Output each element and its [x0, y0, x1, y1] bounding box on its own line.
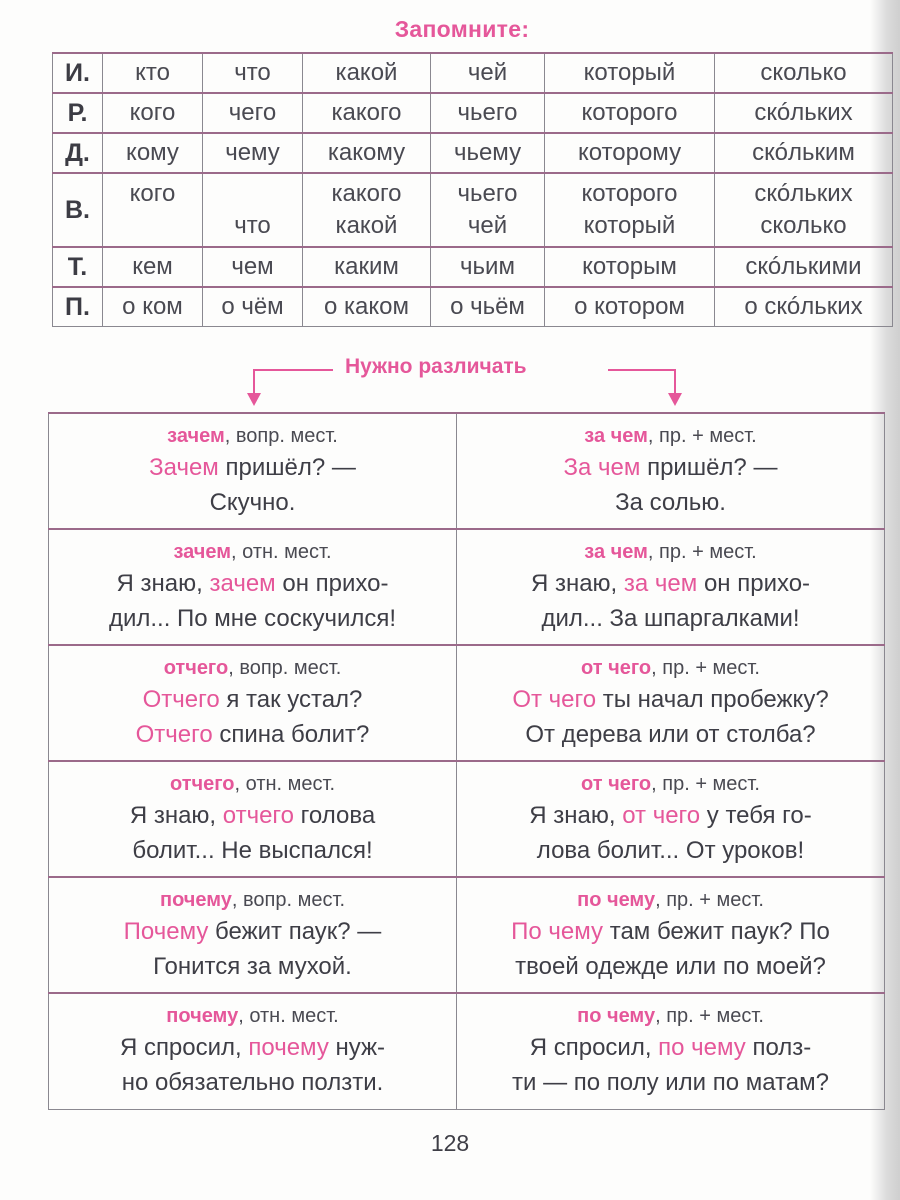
case-cell-bottom: чей — [467, 212, 508, 239]
example-text: там бежит паук? По — [603, 917, 830, 945]
example-text: бежит паук? — — [208, 917, 382, 945]
pair-cell-right — [457, 529, 885, 645]
grammar-note: , пр. + мест. — [647, 540, 757, 563]
grammar-note: , вопр. мест. — [224, 424, 338, 447]
title-text: Запомните: — [394, 16, 530, 42]
pair-header — [57, 886, 448, 914]
example-text: Я спросил, — [119, 1033, 249, 1061]
cases-table — [52, 52, 893, 327]
example-text: Я знаю, — [116, 569, 210, 597]
example-line — [465, 717, 876, 752]
example-text: Скучно. — [209, 488, 296, 516]
grammar-note: , отн. мест. — [234, 772, 336, 795]
page-title — [0, 16, 900, 43]
example-line — [465, 833, 876, 868]
pair-header — [465, 770, 876, 798]
case-cell-bottom: что — [234, 212, 271, 239]
case-row — [53, 287, 893, 327]
case-cell: скóльким — [715, 133, 893, 173]
keyword: за чем — [584, 540, 648, 563]
example-text: он прихо- — [697, 569, 811, 597]
example-text: у тебя го- — [700, 801, 812, 829]
keyword: за чем — [584, 424, 648, 447]
grammar-note: , пр. + мест. — [651, 656, 760, 679]
pair-cell-right — [457, 877, 885, 993]
highlighted-word: Отчего — [142, 685, 220, 713]
example-line — [465, 798, 876, 833]
example-line — [465, 682, 876, 717]
example-line — [57, 949, 448, 984]
case-cell-top — [203, 178, 302, 210]
pair-cell-right — [457, 645, 885, 761]
case-cell: кому — [103, 133, 203, 173]
example-text: он прихо- — [275, 569, 389, 597]
distinguish-header — [0, 355, 900, 405]
case-cell: кто — [103, 53, 203, 93]
grammar-note: , пр. + мест. — [651, 772, 760, 795]
arrow-left-line — [253, 369, 333, 371]
case-cell: каким — [303, 247, 431, 287]
keyword: почему — [166, 1004, 239, 1027]
case-cell: о чьём — [431, 287, 545, 327]
example-line — [57, 717, 448, 752]
example-text: болит... Не выспался! — [132, 836, 373, 864]
pair-cell-right — [457, 993, 885, 1109]
example-line — [465, 1065, 876, 1100]
pair-row — [49, 645, 885, 761]
example-text: но обязательно ползти. — [121, 1068, 384, 1096]
pair-row — [49, 761, 885, 877]
example-line — [465, 601, 876, 636]
case-cell: какой — [303, 53, 431, 93]
case-cell: о чём — [203, 287, 303, 327]
case-cell-top: скóльких — [754, 180, 853, 207]
case-cell: кем — [103, 247, 203, 287]
case-cell-top: чьего — [457, 180, 518, 207]
example-text: твоей одежде или по моей? — [515, 952, 826, 980]
example-line — [57, 485, 448, 520]
example-text: пришёл? — — [640, 453, 778, 481]
case-cell: о ком — [103, 287, 203, 327]
example-line — [465, 485, 876, 520]
case-cell-top: какого — [331, 180, 402, 207]
grammar-note: , пр. + мест. — [655, 1004, 764, 1027]
pair-cell-left — [49, 413, 457, 529]
case-cell: о каком — [303, 287, 431, 327]
example-line — [465, 450, 876, 485]
case-row — [53, 133, 893, 173]
keyword: по чему — [577, 888, 656, 911]
pair-header — [465, 654, 876, 682]
case-cell — [303, 173, 431, 247]
case-cell: о скóльких — [715, 287, 893, 327]
keyword: зачем — [167, 424, 225, 447]
pair-cell-right — [457, 413, 885, 529]
example-text: Я знаю, — [530, 569, 624, 597]
grammar-note: , отн. мест. — [231, 540, 332, 563]
highlighted-word: по чему — [658, 1033, 746, 1061]
example-text: Я знаю, — [129, 801, 223, 829]
case-cell — [103, 173, 203, 247]
case-cell: что — [203, 53, 303, 93]
pair-header — [465, 1002, 876, 1030]
case-cell-top: которого — [581, 180, 678, 207]
highlighted-word: За чем — [563, 453, 641, 481]
case-cell: который — [545, 53, 715, 93]
highlighted-word: Почему — [123, 917, 209, 945]
example-text: пришёл? — — [218, 453, 356, 481]
pair-row — [49, 993, 885, 1109]
grammar-note: , отн. мест. — [238, 1004, 339, 1027]
case-cell — [715, 173, 893, 247]
case-label: Д. — [53, 133, 103, 173]
keyword: почему — [159, 888, 232, 911]
example-text: спина болит? — [212, 720, 370, 748]
example-line — [57, 798, 448, 833]
case-cell-bottom: какой — [335, 212, 398, 239]
example-text: От дерева или от столба? — [525, 720, 816, 748]
case-cell: чем — [203, 247, 303, 287]
case-cell: чего — [203, 93, 303, 133]
case-cell: сколько — [715, 53, 893, 93]
case-row — [53, 247, 893, 287]
case-label: Р. — [53, 93, 103, 133]
pair-cell-left — [49, 529, 457, 645]
case-cell — [431, 173, 545, 247]
case-cell: скóлькими — [715, 247, 893, 287]
case-row — [53, 93, 893, 133]
case-cell — [203, 173, 303, 247]
example-line — [57, 566, 448, 601]
pair-header — [465, 886, 876, 914]
case-cell: о котором — [545, 287, 715, 327]
page-number: 128 — [430, 1130, 470, 1156]
keyword: отчего — [163, 656, 229, 679]
example-text: нуж- — [328, 1033, 386, 1061]
pair-row — [49, 529, 885, 645]
case-label: В. — [53, 173, 103, 247]
highlighted-word: за чем — [623, 569, 698, 597]
example-text: полз- — [745, 1033, 812, 1061]
example-line — [57, 914, 448, 949]
case-cell-bottom: сколько — [760, 212, 847, 239]
example-line — [57, 450, 448, 485]
case-cell: чьего — [431, 93, 545, 133]
case-cell: чьим — [431, 247, 545, 287]
case-label: Т. — [53, 247, 103, 287]
pair-cell-left — [49, 877, 457, 993]
example-line — [57, 601, 448, 636]
arrow-down-left-icon — [247, 393, 261, 407]
highlighted-word: от чего — [622, 801, 701, 829]
grammar-note: , пр. + мест. — [655, 888, 764, 911]
case-row — [53, 53, 893, 93]
case-label: П. — [53, 287, 103, 327]
pair-cell-right — [457, 761, 885, 877]
case-cell — [545, 173, 715, 247]
keyword: отчего — [169, 772, 235, 795]
example-text: Я знаю, — [529, 801, 623, 829]
case-cell: которым — [545, 247, 715, 287]
keyword: по чему — [577, 1004, 656, 1027]
pair-header — [57, 422, 448, 450]
example-line — [465, 949, 876, 984]
highlighted-word: почему — [248, 1033, 329, 1061]
keyword: от чего — [581, 656, 652, 679]
grammar-note: , вопр. мест. — [228, 656, 342, 679]
example-text: Гонится за мухой. — [153, 952, 352, 980]
distinguish-label: Нужно различать — [345, 355, 527, 378]
example-line — [57, 682, 448, 717]
distinguish-table — [48, 412, 885, 1110]
keyword: от чего — [581, 772, 652, 795]
case-cell: кого — [103, 93, 203, 133]
pair-cell-left — [49, 761, 457, 877]
case-cell: чей — [431, 53, 545, 93]
example-text: лова болит... От уроков! — [536, 836, 805, 864]
highlighted-word: отчего — [222, 801, 295, 829]
case-cell: какому — [303, 133, 431, 173]
pair-header — [465, 422, 876, 450]
case-cell: чему — [203, 133, 303, 173]
example-line — [465, 566, 876, 601]
case-label: И. — [53, 53, 103, 93]
example-text: ти — по полу или по матам? — [512, 1068, 829, 1096]
pair-header — [57, 538, 448, 566]
example-text: ты начал пробежку? — [596, 685, 829, 713]
example-line — [57, 1030, 448, 1065]
case-cell: какого — [303, 93, 431, 133]
pair-header — [57, 654, 448, 682]
case-cell-bottom: который — [583, 212, 676, 239]
example-line — [465, 914, 876, 949]
arrow-down-right-icon — [668, 393, 682, 407]
highlighted-word: По чему — [511, 917, 604, 945]
case-cell: которому — [545, 133, 715, 173]
pair-header — [465, 538, 876, 566]
example-text: дил... За шпаргалками! — [541, 604, 800, 632]
highlighted-word: Зачем — [149, 453, 219, 481]
highlighted-word: От чего — [512, 685, 597, 713]
example-text: я так устал? — [219, 685, 363, 713]
grammar-note: , вопр. мест. — [231, 888, 345, 911]
highlighted-word: зачем — [209, 569, 276, 597]
case-cell: скóльких — [715, 93, 893, 133]
example-text: За солью. — [615, 488, 726, 516]
example-line — [57, 1065, 448, 1100]
pair-row — [49, 413, 885, 529]
example-text: голова — [294, 801, 376, 829]
example-text: Я спросил, — [529, 1033, 659, 1061]
pair-cell-left — [49, 993, 457, 1109]
example-line — [57, 833, 448, 868]
arrow-right-line — [608, 369, 676, 371]
keyword: зачем — [173, 540, 232, 563]
case-cell-bottom — [103, 210, 202, 242]
pair-cell-left — [49, 645, 457, 761]
pair-row — [49, 877, 885, 993]
case-cell: которого — [545, 93, 715, 133]
example-text: дил... По мне соскучился! — [108, 604, 397, 632]
example-line — [465, 1030, 876, 1065]
highlighted-word: Отчего — [135, 720, 213, 748]
pair-header — [57, 770, 448, 798]
case-cell: чьему — [431, 133, 545, 173]
case-row — [53, 173, 893, 247]
pair-header — [57, 1002, 448, 1030]
grammar-note: , пр. + мест. — [647, 424, 757, 447]
case-cell-top: кого — [129, 180, 176, 207]
